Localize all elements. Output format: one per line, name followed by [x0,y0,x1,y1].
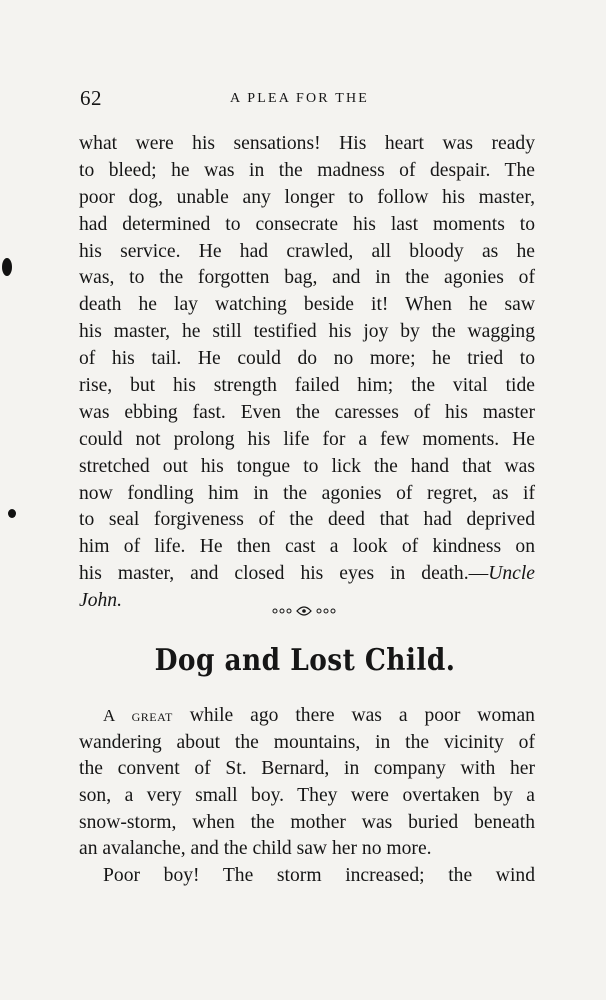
text-line: the convent of St. Bernard, in company with her [79,758,535,780]
text-line: of his tail. He could do no more; he tried to [79,348,535,370]
text-line: wandering about the mountains, in the vicinity of [79,731,535,753]
text-line: what were his sensations! His heart was ready [79,133,535,154]
text-line: rise, but his strength failed him; the vital tide [79,375,535,397]
attribution-author: Uncle [488,563,535,585]
passage-dog-and-lost-child [79,703,535,890]
text-line: poor dog, unable any longer to follow his master, [79,186,535,208]
text-line: his service. He had crawled, all bloody as he [79,240,535,262]
attribution-author-continued: John. [79,590,122,612]
text-line: to bleed; he was in the madness of despair. The [79,159,535,181]
text-line-fragment: while ago there was a poor woman [172,705,535,726]
text-line-fragment: his master, and closed his eyes in death.— [79,563,489,585]
section-title: Dog and Lost Child. [154,643,456,678]
text-line: to seal forgiveness of the deed that had deprived [79,509,535,531]
ink-smudge [8,509,16,518]
text-line: Poor boy! The storm increased; the wind [103,865,535,887]
lead-in-small-caps: A great [103,706,173,725]
text-line: now fondling him in the agonies of regret, as if [79,482,535,504]
text-line: an avalanche, and the child saw her no more. [79,838,432,860]
text-line [79,703,535,730]
text-line: was, to the forgotten bag, and in the agonies of [79,267,535,289]
text-line: snow-storm, when the mother was buried beneath [79,811,535,833]
text-line: him of life. He then cast a look of kindness on [79,536,535,558]
text-line: had determined to consecrate his last moments to [79,213,535,235]
text-line: his master, he still testified his joy by the wagging [79,321,535,343]
text-line-with-attribution [79,561,535,588]
text-line: was ebbing fast. Even the caresses of his master [79,401,535,423]
text-line: son, a very small boy. They were overtaken by a [79,785,535,807]
passage-dog-and-master [79,131,535,615]
running-head: A PLEA FOR THE [230,91,370,106]
section-divider-ornament [272,604,336,618]
text-line: could not prolong his life for a few moments. He [79,428,535,450]
text-line: stretched out his tongue to lick the hand that was [79,455,535,477]
text-line: death he lay watching beside it! When he saw [79,294,535,316]
ink-smudge [2,258,12,276]
page-header [80,86,535,112]
page-number: 62 [80,86,102,110]
